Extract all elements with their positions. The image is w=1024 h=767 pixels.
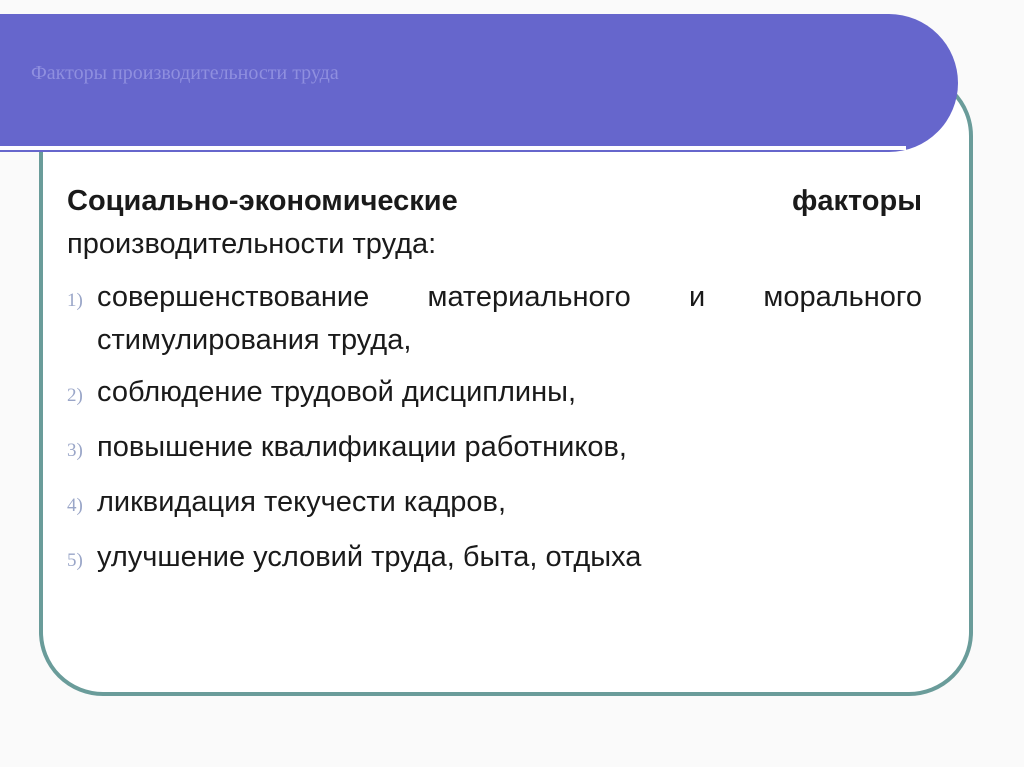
title-underline	[0, 146, 906, 150]
list-word: материального	[427, 281, 631, 313]
heading-bold-left: Социально-экономические	[67, 185, 458, 217]
list-word: морального	[763, 281, 922, 313]
list-number: 2)	[67, 385, 83, 406]
list-item	[67, 276, 922, 362]
slide-body	[67, 180, 922, 591]
list-text: ликвидация текучести кадров,	[97, 486, 507, 518]
slide-title: Факторы производительности труда	[31, 62, 339, 84]
heading-bold-right: факторы	[791, 185, 922, 217]
list-number: 5)	[67, 550, 83, 571]
list-number: 4)	[67, 495, 83, 516]
list-number: 1)	[67, 290, 83, 311]
list-text-line2: стимулирования труда,	[97, 324, 412, 356]
list-text: соблюдение трудовой дисциплины,	[97, 376, 577, 408]
section-heading	[67, 180, 922, 266]
list-word: и	[688, 281, 706, 313]
list-text-line1	[97, 276, 922, 319]
heading-rest: производительности труда:	[67, 228, 437, 260]
list-text	[97, 276, 922, 362]
list-item	[67, 536, 922, 582]
factors-list	[67, 276, 922, 582]
heading-first-line	[67, 180, 922, 223]
list-text: повышение квалификации работников,	[97, 431, 627, 463]
list-word: совершенствование	[97, 281, 370, 313]
list-number: 3)	[67, 440, 83, 461]
list-item	[67, 481, 922, 527]
list-item	[67, 426, 922, 472]
list-text: улучшение условий труда, быта, отдыха	[97, 541, 642, 573]
list-item	[67, 371, 922, 417]
